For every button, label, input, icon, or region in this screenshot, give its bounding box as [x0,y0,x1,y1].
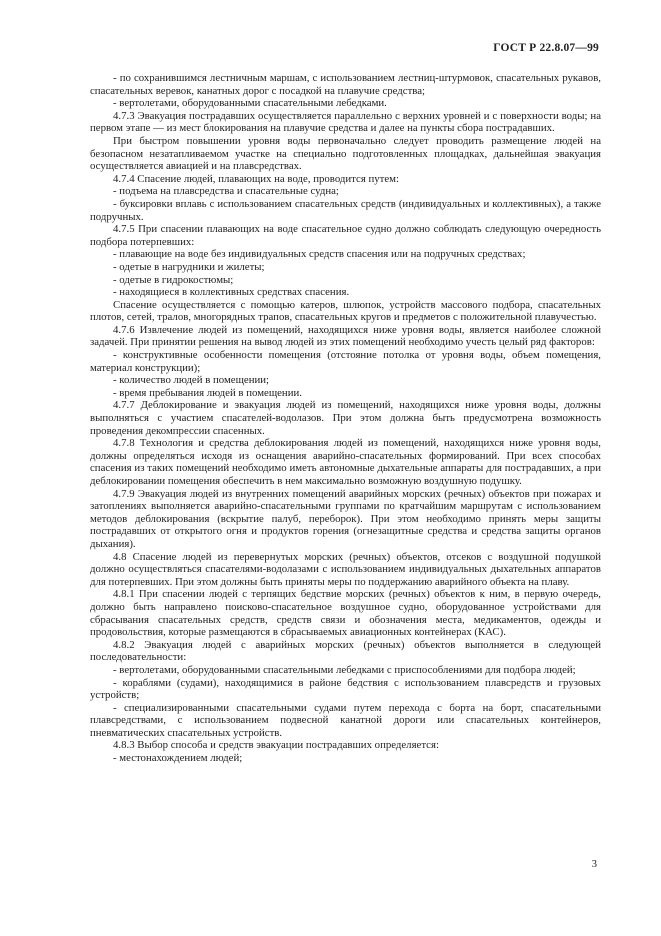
list-item: - количество людей в помещении; [113,374,270,387]
list-item: - по сохранившимся лестничным маршам, с использованием лестниц-штурмовок, спасательных рукавов, спасательных веревок, канатных дорог с посадкой на плавучие средства; [90,72,601,97]
list-item: - конструктивные особенности помещения (отстояние потолка от уровня воды, объем помещения, материал конструкции); [90,349,601,374]
list-item: - вертолетами, оборудованными спасательными лебедками с приспособлениями для подбора людей; [113,663,576,676]
paragraph: 4.7.6 Извлечение людей из помещений, находящихся ниже уровня воды, является наиболее сложной задачей. При принятии решения на вывод людей из этих помещений необходимо учесть целый ряд факторов: [90,323,601,349]
list-item: - одетые в гидрокостюмы; [113,273,234,286]
list-item: - одетые в нагрудники и жилеты; [113,260,265,273]
document-body [90,72,601,765]
paragraph: 4.8 Спасение людей из перевернутых морских (речных) объектов, отсеков с воздушной подушкой должно осуществляться спасателями-водолазами с использованием индивидуальных дыхательных аппаратов для потерпевших. При этом должны быть приняты меры по поддержанию аварийного объекта на плаву. [90,550,601,588]
document-code-header: ГОСТ Р 22.8.07—99 [493,42,599,54]
list-item: - буксировки вплавь с использованием спасательных средств (индивидуальных и коллективных), а также подручных. [90,197,601,223]
paragraph: 4.8.2 Эвакуация людей с аварийных морских (речных) объектов выполняется в следующей последовательности: [90,638,601,664]
list-item: - местонахождением людей; [113,752,243,765]
page-number: 3 [591,858,597,870]
list-item: - специализированными спасательными судами путем перехода с борта на борт, спасательными плавсредствами, с использованием подвесной канатной дороги или спасательных контейнеров, пневматических спасательных устройств. [90,701,601,739]
paragraph: 4.8.1 При спасении людей с терпящих бедствие морских (речных) объектов к ним, в первую очередь, должно быть направлено поисково-спасательное воздушное судно, оборудованное устройствами для сбрасывания спасательных средств, средств связи и обозначения места, медикаментов, одежды и продовольствия, которые размещаются в сбрасываемых авиационных контейнерах (КАС). [90,588,601,639]
paragraph: 4.7.9 Эвакуация людей из внутренних помещений аварийных морских (речных) объектов при пожарах и затоплениях выполняется аварийно-спасательными группами по кратчайшим маршрутам с использованием методов деблокирования (вскрытие палуб, переборок). При этом необходимо принять меры защиты пострадавших от открытого огня и продуктов горения (огнезащитные средства и средства защиты органов дыхания). [90,487,601,550]
list-item: - время пребывания людей в помещении. [113,386,302,399]
list-item: - подъема на плавсредства и спасательные судна; [113,185,339,198]
paragraph: 4.7.3 Эвакуация пострадавших осуществляется параллельно с верхних уровней и с поверхности воды; на первом этапе — из мест блокирования на плавучие средства и далее на пункты сбора пострадавших. [90,109,601,135]
list-item: - кораблями (судами), находящимися в районе бедствия с использованием плавсредств и грузовых устройств; [90,676,601,702]
paragraph: 4.7.7 Деблокирование и эвакуация людей из помещений, находящихся ниже уровня воды, должны выполняться с участием спасателей-водолазов. При этом должна быть предусмотрена возможность проведения декомпрессии спасенных. [90,399,601,437]
paragraph: 4.8.3 Выбор способа и средств эвакуации пострадавших определяется: [113,739,439,752]
paragraph: 4.7.4 Спасение людей, плавающих на воде, проводится путем: [113,172,400,185]
paragraph: 4.7.8 Технология и средства деблокирования людей из помещений, находящихся ниже уровня воды, должны определяться исходя из оснащения аварийно-спасательных формирований. При всех способах спасения из таких помещений необходимо иметь автономные дыхательные аппараты для пострадавших, а при деблокировании помещения обеспечить в нем максимально возможную воздушную подушку. [90,437,601,487]
paragraph: При быстром повышении уровня воды первоначально следует проводить размещение людей на безопасном незатапливаемом участке на специально подготовленных площадках, дальнейшая эвакуация осуществляется авиацией и на плавсредствах. [90,134,601,173]
list-item: - плавающие на воде без индивидуальных средств спасения или на подручных средствах; [113,248,526,261]
paragraph: Спасение осуществляется с помощью катеров, шлюпок, устройств массового подбора, спасательных плотов, сетей, тралов, многорядных трапов, спасательных кругов и предметов с положительной плавучестью. [90,298,601,324]
list-item: - находящиеся в коллективных средствах спасения. [113,286,350,299]
paragraph: 4.7.5 При спасении плавающих на воде спасательное судно должно соблюдать следующую очередность подбора потерпевших: [90,223,601,248]
list-item: - вертолетами, оборудованными спасательными лебедками. [113,97,387,110]
